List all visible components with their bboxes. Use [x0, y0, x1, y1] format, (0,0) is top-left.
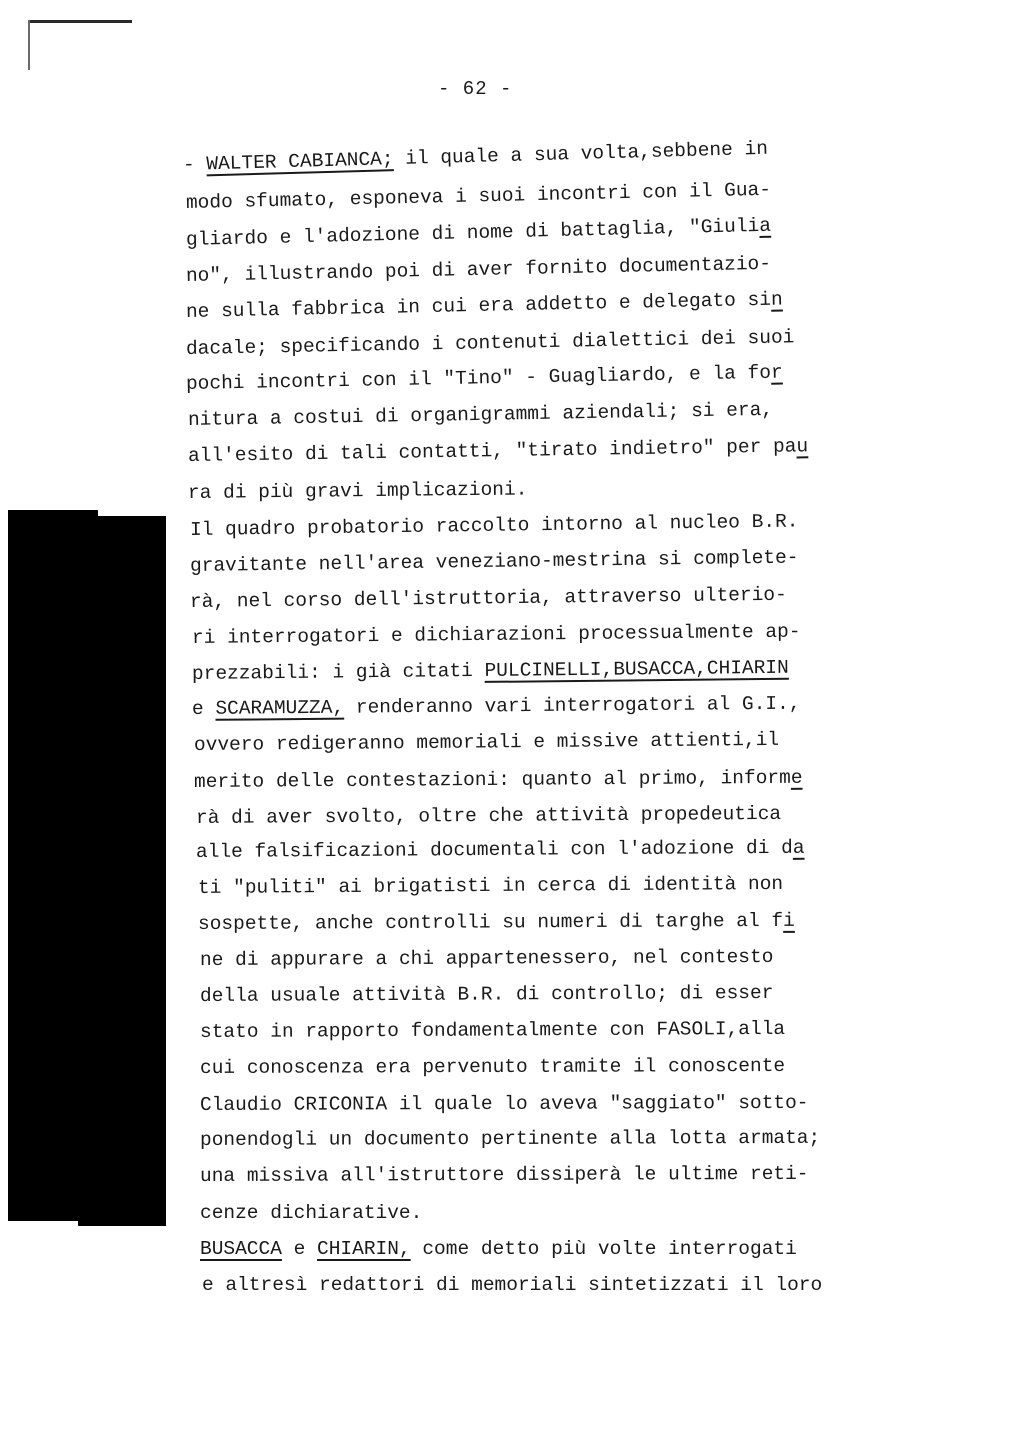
text-segment: renderanno vari interrogatori al G.I.,	[344, 692, 801, 719]
text-segment: il quale a sua volta,sebbene in	[393, 137, 769, 171]
text-line	[192, 656, 789, 686]
text-segment: -	[182, 153, 207, 176]
text-line	[188, 477, 528, 505]
text-segment: all'esito di tali contatti, "tirato indietro" per pa	[187, 435, 797, 467]
text-line	[200, 1201, 422, 1225]
text-line	[194, 766, 803, 794]
text-segment: ovvero redigeranno memoriali e missive attienti,il	[193, 728, 780, 756]
text-segment: sospette, anche controlli su numeri di targhe al f	[197, 909, 784, 935]
text-segment: ra di più gravi implicazioni.	[187, 478, 528, 504]
text-segment: cenze dichiarative.	[200, 1202, 423, 1224]
underlined-text: a	[792, 836, 805, 859]
text-segment: ri interrogatori e dichiarazioni processualmente ap-	[191, 620, 801, 649]
text-segment: Il quadro probatorio raccolto intorno al nucleo B.R.	[189, 510, 799, 541]
text-segment: modo sfumato, esponeva i suoi incontri con il Gua-	[185, 178, 772, 214]
underlined-text: n	[770, 288, 783, 311]
underlined-text: BUSACCA	[200, 1238, 282, 1260]
text-line	[183, 137, 769, 177]
text-segment: rà, nel corso dell'istruttoria, attraverso ulterio-	[189, 583, 787, 613]
text-segment: della usuale attività B.R. di controllo; di esser	[199, 981, 774, 1007]
text-segment: nitura a costui di organigrammi aziendali; si era,	[187, 398, 774, 431]
text-segment: e altresì redattori di memoriali sintetizzati il loro	[202, 1274, 823, 1296]
text-line	[186, 252, 771, 288]
text-line	[192, 620, 801, 650]
text-segment: una missiva all'istruttore dissiperà le ultime reti-	[199, 1162, 809, 1187]
text-line	[200, 1017, 785, 1044]
text-line	[200, 1091, 809, 1117]
text-segment: stato in rapporto fondamentalmente con FASOLI,alla	[199, 1017, 786, 1043]
text-segment: ti "puliti" ai brigatisti in cerca di identità non	[197, 872, 784, 899]
text-line	[198, 909, 795, 936]
text-segment: no", illustrando poi di aver fornito documentazio-	[185, 252, 772, 287]
text-segment: gravitante nell'area veneziano-mestrina si complete-	[189, 546, 799, 577]
text-line	[188, 398, 773, 432]
underlined-text: SCARAMUZZA,	[215, 696, 345, 720]
text-line	[200, 1162, 809, 1188]
text-segment: rà di aver svolto, oltre che attività propedeutica	[195, 802, 782, 829]
text-segment: ne sulla fabbrica in cui era addetto e delegato si	[185, 288, 772, 323]
text-segment: alle falsificazioni documentali con l'adozione di d	[195, 836, 793, 863]
text-line	[196, 802, 781, 830]
text-line	[198, 872, 783, 900]
text-line	[202, 1273, 822, 1297]
text-line	[190, 546, 799, 578]
text-segment: gliardo e l'adozione di nome di battaglia, "Giuli	[185, 214, 760, 251]
text-segment: cui conoscenza era pervenuto tramite il conoscente	[199, 1054, 786, 1079]
text-segment: ne di appurare a chi appartenessero, nel contesto	[199, 945, 774, 971]
underlined-text: e	[790, 766, 803, 789]
text-line	[188, 434, 809, 468]
corner-scan-mark	[28, 20, 132, 23]
text-line	[186, 178, 772, 215]
text-line	[190, 510, 799, 542]
page-number: - 62 -	[438, 78, 513, 100]
text-line	[186, 288, 783, 324]
text-line	[200, 1054, 785, 1080]
text-segment: dacale; specificando i contenuti dialettici dei suoi	[185, 326, 795, 360]
text-segment: e	[191, 697, 216, 720]
underlined-text: WALTER CABIANCA;	[206, 148, 394, 176]
text-line	[200, 981, 774, 1008]
text-segment: prezzabili: i già citati	[191, 659, 485, 685]
text-line	[186, 214, 772, 252]
text-segment: e	[281, 1238, 318, 1260]
underlined-text: u	[796, 435, 809, 458]
text-line	[194, 728, 779, 757]
text-line	[190, 583, 787, 614]
text-line	[200, 1126, 820, 1152]
text-line	[186, 361, 783, 396]
underlined-text: PULCINELLI,BUSACCA,CHIARIN	[484, 656, 789, 682]
text-segment: Claudio CRICONIA il quale lo aveva "saggiato" sotto-	[199, 1091, 809, 1116]
text-segment: merito delle contestazioni: quanto al primo, inform	[193, 766, 791, 793]
text-line	[196, 836, 805, 864]
underlined-text: i	[783, 909, 795, 932]
text-line	[200, 945, 774, 972]
corner-scan-mark-vertical	[28, 20, 30, 70]
text-segment: come detto più volte interrogati	[410, 1238, 797, 1260]
underlined-text: a	[758, 214, 772, 237]
underlined-text: CHIARIN,	[317, 1238, 411, 1260]
underlined-text: r	[770, 361, 783, 384]
redaction-block-right	[78, 516, 166, 1226]
text-line	[186, 325, 795, 361]
text-line	[200, 1237, 797, 1261]
text-segment: pochi incontri con il "Tino" - Guagliardo, e la fo	[185, 361, 772, 395]
text-segment: ponendogli un documento pertinente alla lotta armata;	[199, 1126, 821, 1151]
text-line	[192, 692, 801, 721]
